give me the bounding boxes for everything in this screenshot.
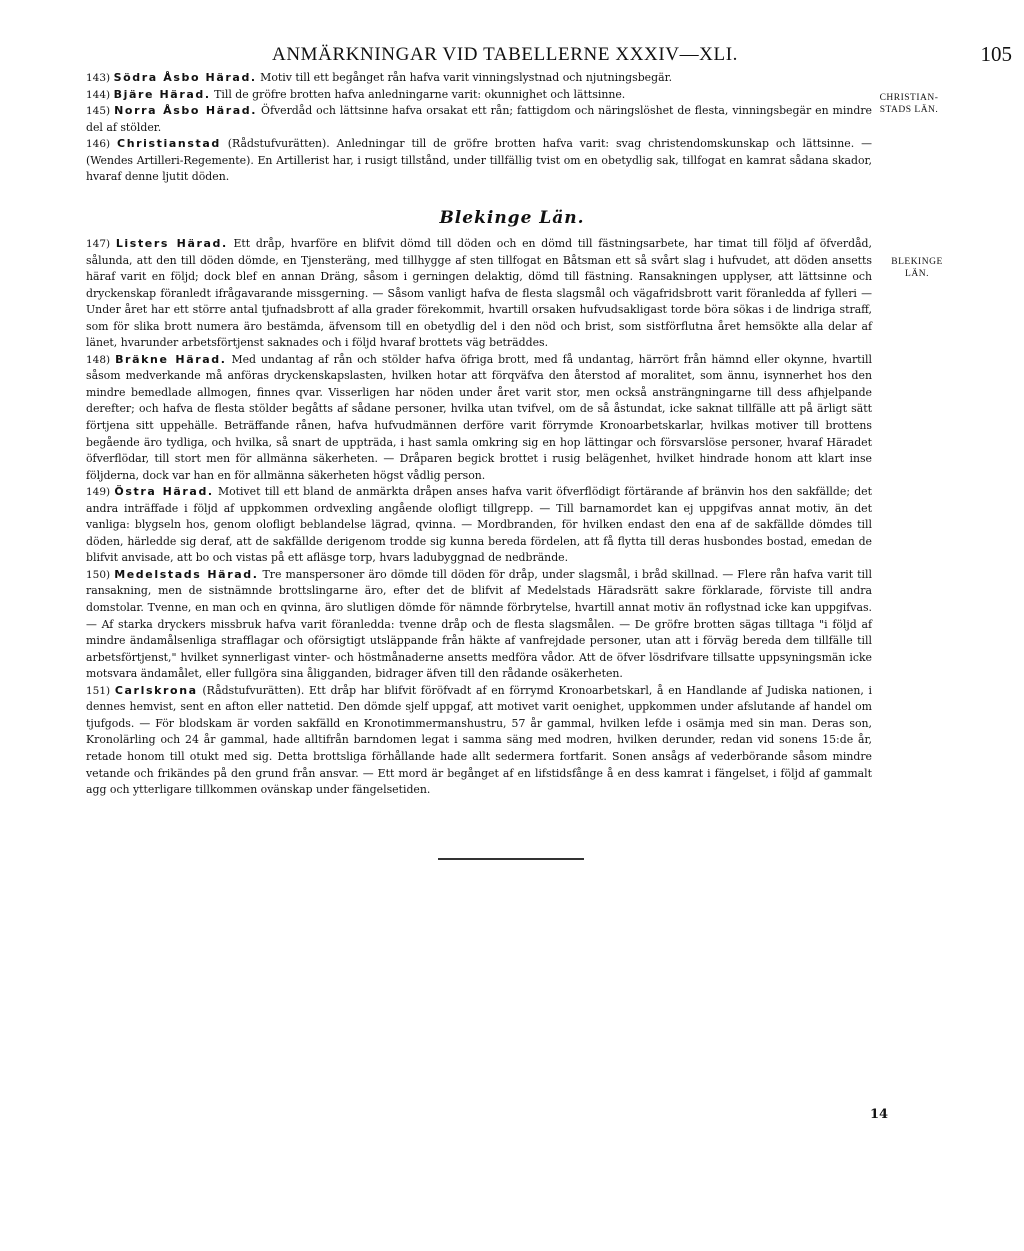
running-title: ANMÄRKNINGAR VID TABELLERNE XXXIV—XLI.	[272, 44, 738, 65]
entry-text: Motiv till ett begånget rån hafva varit vinningslystnad och njutningsbegär.	[260, 71, 673, 84]
entry-place: Södra Åsbo Härad.	[113, 71, 257, 84]
entry-place: Medelstads Härad.	[114, 567, 259, 581]
entry-143	[86, 70, 872, 87]
section-divider	[438, 858, 584, 860]
entry-number: 143)	[86, 72, 111, 84]
entry-text: (Rådstufvurätten). Ett dråp har blifvit föröfvadt af en förrymd Kronoarbetskarl, å en Handlande af Judiska nationen, i dennes hemvist, sent en afton eller nattetid. Den dömde sjelf uppgaf, att motivet varit oenighet, uppkommen under afslutande af handel om tjufgods. — För blodskam är vorden sakfälld en Kronotimmermanshustru, 57 år gammal, hvilken lefde i osämja med sin man. Deras son, Kronolärling och 24 år gammal, hade alltifrån barndomen legat i samma säng med modren, hvilken derunder, redan vid sonens 15:de år, retade honom till otukt med sig. Detta brottsliga förhållande hade allt sedermera fortfarit. Sonen ansågs af vederbörande såsom mindre vetande och frikändes på den grund från ansvar. — Ett mord är begånget af en lifstidsfånge å en dess kamrat i fängelset, i följd af gammalt agg och ytterligare tillkommen ovänskap under fängelsetiden.	[86, 683, 872, 797]
entry-text: Motivet till ett bland de anmärkta dråpen anses hafva varit öfverflödigt förtärande af bränvin hos den sakfällde; det andra inträffade i följd af uppkommen ordvexling angående olofligt tillgrepp. — Till barnamordet kan ej uppgifvas annat motiv, än det vanliga: blygseln hos, genom olofligt beblandelse lägrad, qvinna. — Mordbranden, för hvilken endast den ena af de sakfällde dömdes till döden, härledde sig deraf, att de sakfällde derigenom trodde sig kunna bereda fördelen, att få flytta till deras husbondes bostad, emedan de blifvit anvisade, att bo och vistas på ett afläsge torp, hvars ladubyggnad de nedbrände.	[86, 485, 873, 565]
entry-number: 147)	[86, 238, 111, 250]
margin-note-blekinge: BLEKINGE LÄN.	[891, 257, 943, 279]
entry-text: Ett dråp, hvarföre en blifvit dömd till döden och en dömd till fästningsarbete, har timat till följd af öfverdåd, sålunda, att den till döden dömde, en Tjensteräng, med tillhygge af sten tillfogat en Båtsman ett så svårt slag i hufvudet, att döden ansetts häraf varit en följd; dock blef en annan Dräng, såsom i gerningen delaktig, dömd till fästning. Ransakningen upplyser, att lättsinne och dryckenskap föranledt ifrågavarande missgerning. — Såsom vanligt hafva de flesta slagsmål och vägafridsbrott varit föranledda af fylleri — Under året har ett större antal tjufnadsbrott af alla grader förekommit, hvartill orsaken hufvudsakligast torde böra sökas i de lindriga straff, som för slika brott numera äro bestämda, äfvensom till en obetydlig del i den nöd och brist, som sistförflutna året hemsökte alla delar af länet, hvarunder arbetsförtjenst saknades och i följd hvaraf brottets väg beträddes.	[86, 237, 872, 350]
entry-text: Tre manspersoner äro dömde till döden för dråp, under slagsmål, i bråd skillnad. — Flere rån hafva varit till ransakning, men de sistnämnde brottslingarne äro, efter det de blifvit af Medelstads Häradsrätt sakre förklarade, förviste till andra domstolar. Tvenne, en man och en qvinna, äro slutligen dömde för nämnde förbrytelse, hvartill annat motiv än roflystnad icke kan uppgifvas. — Af starka dryckers missbruk hafva varit föranledda: tvenne dråp och de flesta slagsmålen. — De gröfre brotten sägas tilltaga "i följd af mindre ändamålsenliga strafflagar och oförsigtigt utsläppande från häkte af vanfrejdade personer, utan att i förväg bereda dem tillfälle till arbetsförtjenst," hvilket synnerligast vinter- och höstmånaderne ansetts medföra vådor. Att de öfver lösdrifvare tillsatte uppsyningsmän icke motsvara ändamålet, eller fullgöra sina åligganden, bidrager äfven till den rådande osäkerheten.	[86, 567, 872, 681]
entry-place: Christianstad	[117, 137, 221, 151]
margin-note-christianstad: CHRISTIAN-STADS LÄN.	[879, 93, 939, 115]
section-title-blekinge: Blekinge Län.	[439, 208, 585, 228]
entry-148	[86, 352, 872, 484]
entry-place: Bräkne Härad.	[115, 352, 227, 366]
entry-place: Listers Härad.	[115, 237, 228, 250]
entry-number: 146)	[86, 138, 111, 151]
entry-151	[86, 683, 872, 799]
entry-place: Carlskrona	[114, 683, 198, 697]
entry-150	[86, 567, 872, 683]
entry-place: Östra Härad.	[114, 485, 214, 499]
entry-place: Norra Åsbo Härad.	[114, 104, 258, 118]
blekinge-section	[86, 236, 872, 799]
entry-text: Med undantag af rån och stölder hafva öfriga brott, med få undantag, härrört från hämnd eller okynne, hvartill såsom medverkande må anföras dryckenskapslasten, hvilken hotar att förqväfva den återstod af moralitet, som ännu, isynnerhet hos den mindre bemedlade allmogen, finnes qvar. Visserligen har nöden under året varit stor, men också ansträngningarne till dess afhjelpande derefter; och hafva de flesta stölder begåtts af sådane personer, hvilka utan tvifvel, om de så åstundat, icke saknat tillfälle att på ärligt sätt förtjena sitt uppehälle. Beträffande rånen, hafva hufvudmännen derföre varit förrymde Kronoarbetskarlar, hvilkas motiver till brottens begående äro tydliga, och hvilka, så snart de uppträda, i hast samla omkring sig en hop lättingar och försvarslöse personer, hvaraf Häradet öfverflödar, till stort men för allmänna säkerheten. — Dråparen begick brottet i rusig belägenhet, hvilket hindrade honom att klart inse följderna, dock var han en för allmänna säkerheten högst vådlig person.	[86, 352, 872, 482]
entry-number: 145)	[86, 105, 111, 118]
entry-number: 144)	[86, 88, 111, 101]
entry-number: 151)	[86, 684, 111, 697]
entry-number: 150)	[86, 568, 111, 581]
christianstad-section	[86, 70, 872, 186]
entry-number: 149)	[86, 486, 111, 499]
entry-place: Bjäre Härad.	[113, 87, 211, 101]
entry-number: 148)	[86, 353, 111, 366]
page-number: 105	[980, 42, 1012, 66]
entry-145	[86, 103, 872, 136]
entry-144	[86, 87, 872, 104]
entry-text: Till de gröfre brotten hafva anledningarne varit: okunnighet och lättsinne.	[214, 87, 626, 101]
entry-text: Öfverdåd och lättsinne hafva orsakat ett rån; fattigdom och näringslöshet de flesta, vinningsbegär en mindre del af stölder.	[86, 104, 873, 134]
entry-147	[86, 236, 872, 352]
entry-text: (Rådstufvurätten). Anledningar till de gröfre brotten hafva varit: svag christendomskunskap och lättsinne. — (Wendes Artilleri-Regemente). En Artillerist har, i rusigt tillstånd, under tillfällig tvist om en obetydlig sak, tillfogat en kamrat sådana skador, hvaraf denne ljutit döden.	[86, 137, 872, 184]
entry-146	[86, 136, 872, 186]
entry-149	[86, 484, 872, 567]
signature-mark: 14	[870, 1107, 889, 1122]
